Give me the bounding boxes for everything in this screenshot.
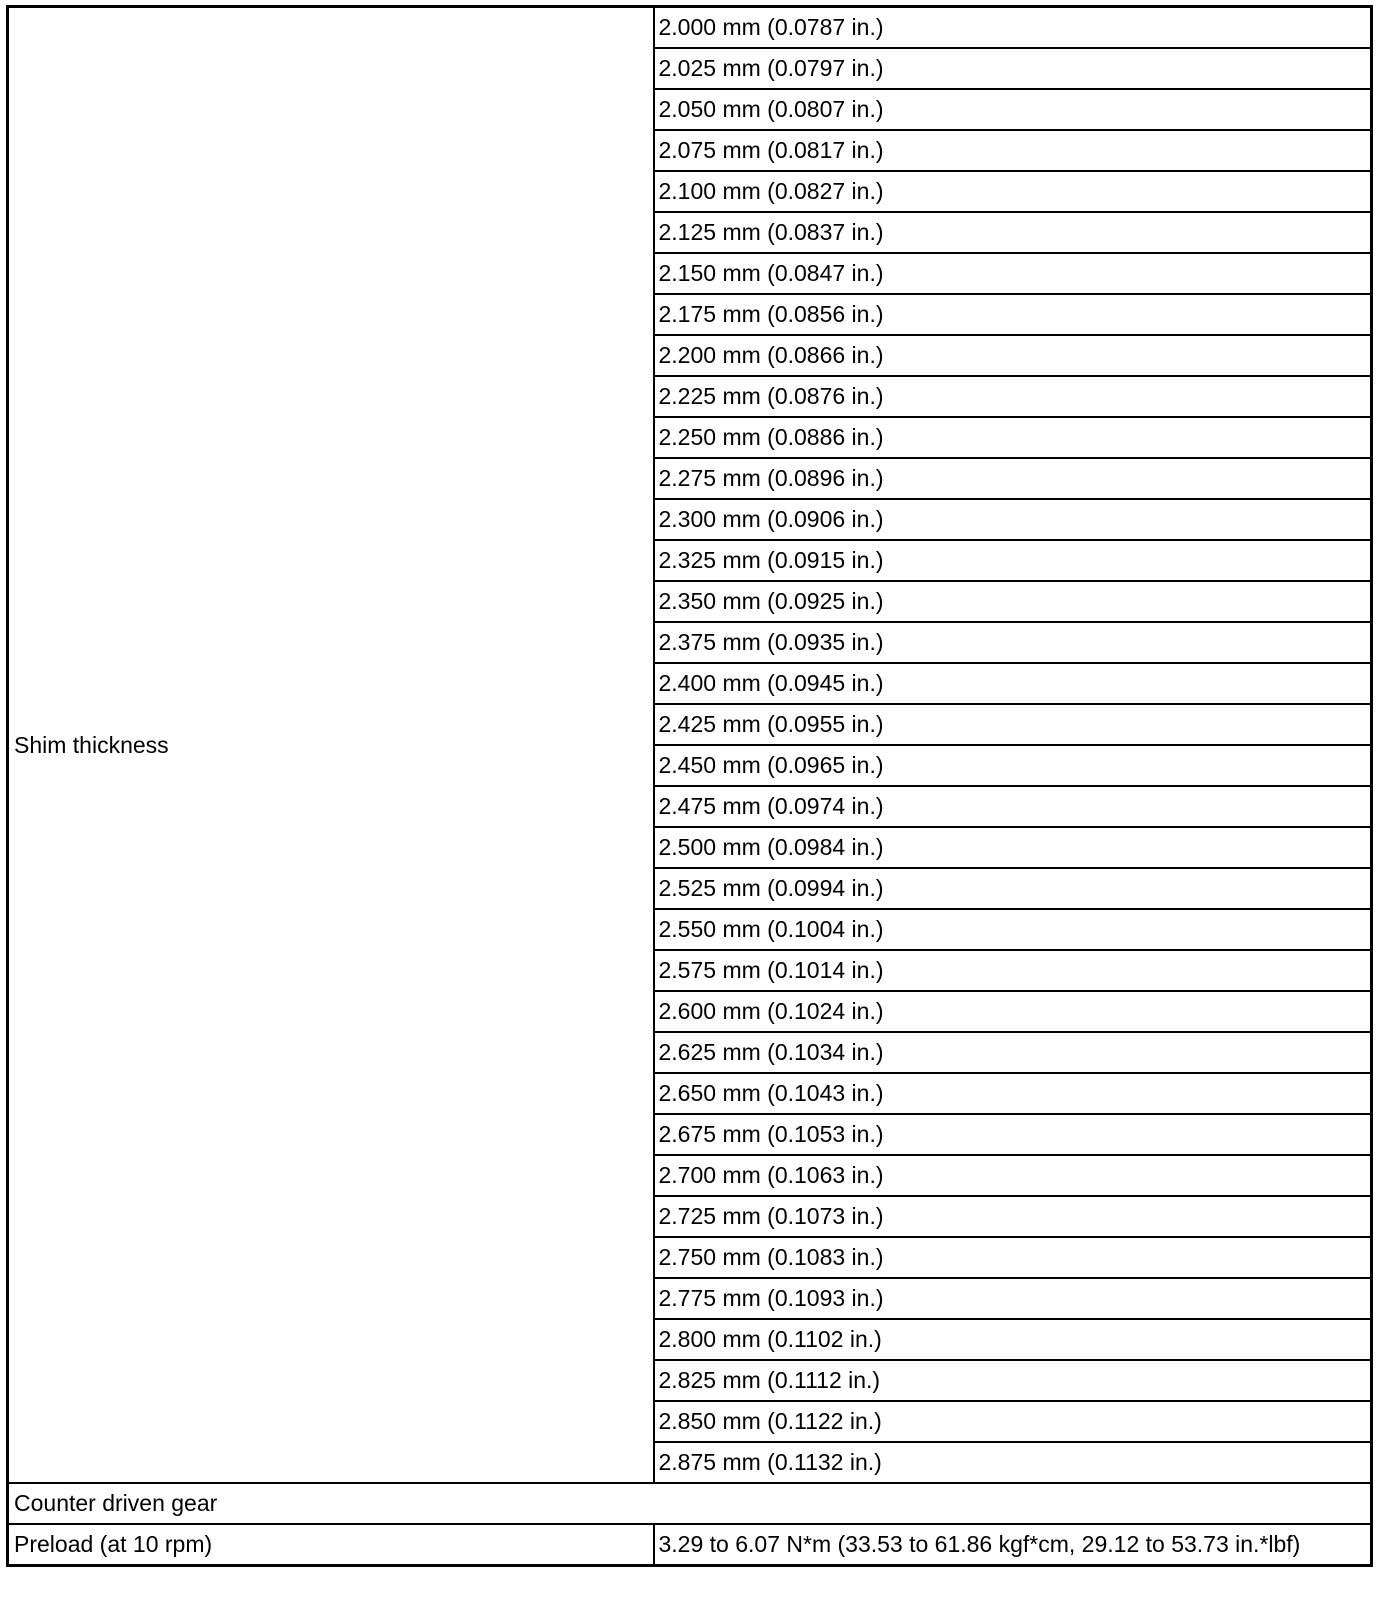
shim-thickness-value: 2.375 mm (0.0935 in.) [654, 622, 1372, 663]
shim-thickness-value: 2.525 mm (0.0994 in.) [654, 868, 1372, 909]
shim-thickness-value: 2.425 mm (0.0955 in.) [654, 704, 1372, 745]
shim-thickness-value: 2.800 mm (0.1102 in.) [654, 1319, 1372, 1360]
shim-thickness-value: 2.450 mm (0.0965 in.) [654, 745, 1372, 786]
shim-thickness-value: 2.100 mm (0.0827 in.) [654, 171, 1372, 212]
shim-thickness-value: 2.175 mm (0.0856 in.) [654, 294, 1372, 335]
shim-thickness-value: 2.225 mm (0.0876 in.) [654, 376, 1372, 417]
shim-thickness-value: 2.550 mm (0.1004 in.) [654, 909, 1372, 950]
shim-thickness-value: 2.775 mm (0.1093 in.) [654, 1278, 1372, 1319]
shim-thickness-value: 2.875 mm (0.1132 in.) [654, 1442, 1372, 1483]
shim-thickness-value: 2.325 mm (0.0915 in.) [654, 540, 1372, 581]
shim-thickness-value: 2.650 mm (0.1043 in.) [654, 1073, 1372, 1114]
shim-thickness-value: 2.850 mm (0.1122 in.) [654, 1401, 1372, 1442]
preload-value: 3.29 to 6.07 N*m (33.53 to 61.86 kgf*cm, 29.12 to 53.73 in.*lbf) [654, 1524, 1372, 1566]
preload-label: Preload (at 10 rpm) [8, 1524, 654, 1566]
table-row [8, 1483, 1372, 1524]
shim-thickness-value: 2.675 mm (0.1053 in.) [654, 1114, 1372, 1155]
table-row [8, 1524, 1372, 1566]
shim-thickness-value: 2.625 mm (0.1034 in.) [654, 1032, 1372, 1073]
shim-thickness-value: 2.400 mm (0.0945 in.) [654, 663, 1372, 704]
shim-thickness-value: 2.600 mm (0.1024 in.) [654, 991, 1372, 1032]
section-heading-counter-driven-gear: Counter driven gear [8, 1483, 1372, 1524]
shim-thickness-value: 2.050 mm (0.0807 in.) [654, 89, 1372, 130]
spec-table-body [8, 7, 1372, 1566]
shim-thickness-value: 2.475 mm (0.0974 in.) [654, 786, 1372, 827]
shim-thickness-value: 2.075 mm (0.0817 in.) [654, 130, 1372, 171]
table-row [8, 7, 1372, 49]
shim-thickness-value: 2.200 mm (0.0866 in.) [654, 335, 1372, 376]
shim-thickness-value: 2.700 mm (0.1063 in.) [654, 1155, 1372, 1196]
shim-thickness-value: 2.125 mm (0.0837 in.) [654, 212, 1372, 253]
shim-thickness-value: 2.350 mm (0.0925 in.) [654, 581, 1372, 622]
spec-table [6, 5, 1373, 1567]
shim-thickness-value: 2.575 mm (0.1014 in.) [654, 950, 1372, 991]
shim-thickness-value: 2.250 mm (0.0886 in.) [654, 417, 1372, 458]
shim-thickness-value: 2.750 mm (0.1083 in.) [654, 1237, 1372, 1278]
shim-thickness-value: 2.000 mm (0.0787 in.) [654, 7, 1372, 49]
shim-thickness-value: 2.150 mm (0.0847 in.) [654, 253, 1372, 294]
shim-thickness-value: 2.825 mm (0.1112 in.) [654, 1360, 1372, 1401]
shim-thickness-label: Shim thickness [8, 7, 654, 1484]
shim-thickness-value: 2.300 mm (0.0906 in.) [654, 499, 1372, 540]
shim-thickness-value: 2.500 mm (0.0984 in.) [654, 827, 1372, 868]
shim-thickness-value: 2.025 mm (0.0797 in.) [654, 48, 1372, 89]
shim-thickness-value: 2.275 mm (0.0896 in.) [654, 458, 1372, 499]
shim-thickness-value: 2.725 mm (0.1073 in.) [654, 1196, 1372, 1237]
